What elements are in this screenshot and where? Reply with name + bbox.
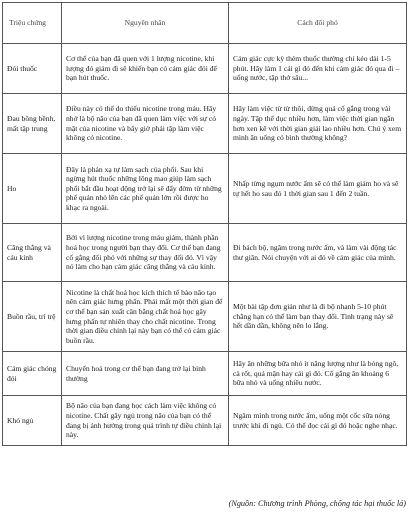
table-row [3,44,407,94]
coping-cell: Cảm giác cực kỳ thèm thuốc thường chỉ kéo dài 1-5 phút. Hãy làm 1 cái gì đó đến khi cảm giác đó qua đi – uống nước, tập thở sâu... [229,44,407,94]
cause-cell: Nicotine là chất hoá học kích thích tế bào não tạo nên cảm giác hưng phấn. Phải mất một thời gian để cơ thể bạn sản xuất cân bằng chất hoá học gây hưng phấn tự nhiên thay cho chất nicotine. Trong thời gian điều chỉnh lại này bạn có thể có cảm giác buồn rầu. [62,282,229,352]
symptom-cell: Buồn rầu, trì trệ [3,282,62,352]
symptom-cell: Đau bồng bềnh, mất tập trung [3,94,62,154]
source-footnote: (Nguồn: Chương trình Phòng, chống tác hại thuốc lá) [228,499,406,508]
symptom-cell: Căng thẳng và cáu kỉnh [3,224,62,282]
header-cause: Nguyên nhân [62,3,229,44]
table-row [3,282,407,352]
table-header-row [3,3,407,44]
table-row [3,94,407,154]
coping-cell: Hãy ăn những bữa nhỏ ít năng lượng như là bỏng ngô, cà rốt, quả mận hay cái gì đó. Cố gắng ăn khoảng 6 bữa nhỏ và uống nhiều nước. [229,352,407,396]
coping-cell: Ngâm mình trong nước ấm, uống một cốc sữa nóng trước khi đi ngủ. Có thể đọc cái gì đó hoặc nghe nhạc. [229,396,407,446]
symptom-cell: Ho [3,154,62,224]
table-row [3,352,407,396]
header-coping: Cách đối phó [229,3,407,44]
table-row [3,154,407,224]
withdrawal-symptoms-table [2,2,407,446]
symptom-cell: Khó ngủ [3,396,62,446]
table-row [3,396,407,446]
header-symptom: Triệu chứng [3,3,62,44]
symptom-cell: Đói thuốc [3,44,62,94]
cause-cell: Bộ não của bạn đang học cách làm việc không có nicotine. Chất gây ngủ trong não của bạn có thể đang bị ảnh hưởng trong quá trình tự điều chỉnh lại này. [62,396,229,446]
cause-cell: Điều này có thể do thiếu nicotine trong máu. Hãy nhớ là bộ não của bạn đã quen làm việc với sự có mặt của nicotine và bây giờ phải tập làm việc không có nicotine. [62,94,229,154]
cause-cell: Đây là phản xạ tự làm sạch của phổi. Sau khi ngừng hút thuốc những lông mao giúp làm sạch phổi bắt đầu hoạt động trở lại sẽ đẩy đờm từ những phế quản nhỏ lên các phế quản lớn rồi được ho khạc ra ngoài. [62,154,229,224]
table-row [3,224,407,282]
symptom-cell: Cảm giác chóng đói [3,352,62,396]
coping-cell: Nhấp từng ngụm nước ấm sẽ có thể làm giảm ho và sẽ tự hết ho sau đó 1 thời gian sau 1 đến 2 tuần. [229,154,407,224]
coping-cell: Đi bách bộ, ngâm trong nước ấm, và làm vài động tác thư giãn. Nói chuyện với ai đó về cảm giác của mình. [229,224,407,282]
coping-cell: Một bài tập đơn giản như là đi bộ nhanh 5-10 phút chẳng hạn có thể làm bạn thay đổi. Tinh trạng này sẽ hết dần dần, không nên lo lắng. [229,282,407,352]
document [2,2,407,446]
cause-cell: Chuyển hoá trong cơ thể bạn đang trở lại bình thường [62,352,229,396]
cause-cell: Cơ thể của bạn đã quen với 1 lượng nicotine, khi lượng đó giảm đi sẽ khiến bạn có cảm giác đói để bạn hút thuốc. [62,44,229,94]
cause-cell: Bởi vì lượng nicotine trong máu giảm, thành phần hoá học trong người bạn thay đổi. Cơ thể bạn đang cố gắng đối phó với những sự thay đổi đó. Vì vậy nó làm cho bạn cảm giác căng thẳng và cáu kỉnh. [62,224,229,282]
coping-cell: Hãy làm việc từ từ thôi, đừng quá cố gắng trong vài ngày. Tập thể dục nhiều hơn, làm việc thời gian ngắn hơn xen kẽ với thời gian giải lao nhiều hơn. Chú ý xem mình ăn uống có bình thường không? [229,94,407,154]
